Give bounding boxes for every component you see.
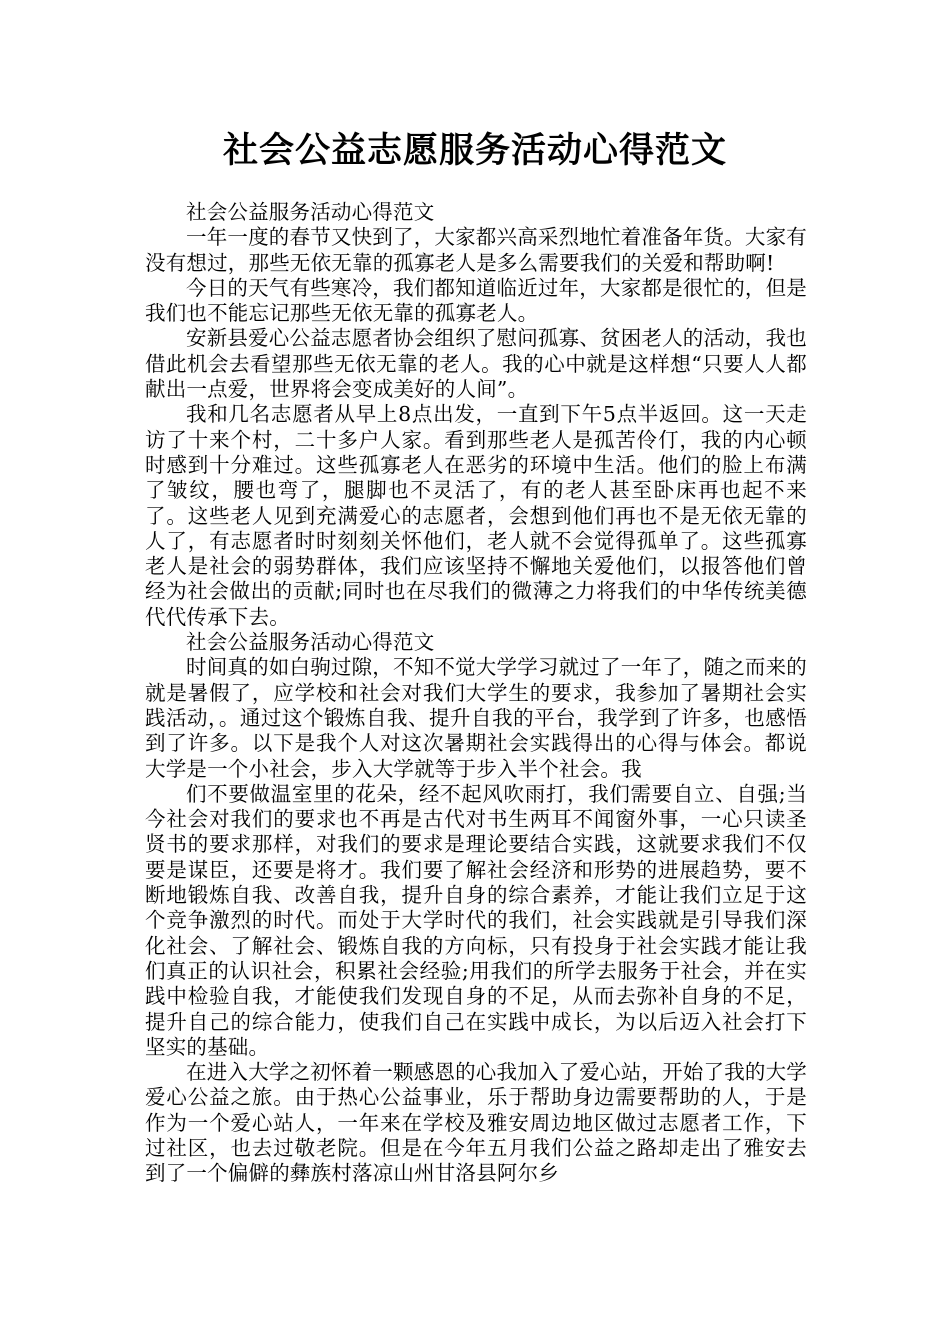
paragraph: 安新县爱心公益志愿者协会组织了慰问孤寡、贫困老人的活动，我也借此机会去看望那些无依无靠的老人。我的心中就是这样想“只要人人都献出一点爱，世界将会变成美好的人间”。 xyxy=(145,326,807,402)
paragraph: 们不要做温室里的花朵，经不起风吹雨打，我们需要自立、自强;当今社会对我们的要求也不再是古代对书生两耳不闻窗外事，一心只读圣贤书的要求那样，对我们的要求是理论要结合实践，这就要求我们不仅要是谋臣，还要是将才。我们要了解社会经济和形势的进展趋势，要不断地锻炼自我、改善自我，提升自身的综合素养，才能让我们立足于这个竞争激烈的时代。而处于大学时代的我们，社会实践就是引导我们深化社会、了解社会、锻炼自我的方向标，只有投身于社会实践才能让我们真正的认识社会，积累社会经验;用我们的所学去服务于社会，并在实践中检验自我，才能使我们发现自身的不足，从而去弥补自身的不足，提升自己的综合能力，使我们自己在实践中成长，为以后迈入社会打下坚实的基础。 xyxy=(145,781,807,1059)
paragraph: 在进入大学之初怀着一颗感恩的心我加入了爱心站，开始了我的大学爱心公益之旅。由于热心公益事业，乐于帮助身边需要帮助的人，于是作为一个爱心站人，一年来在学校及雅安周边地区做过志愿者工作，下过社区，也去过敬老院。但是在今年五月我们公益之路却走出了雅安去到了一个偏僻的彝族村落凉山州甘洛县阿尔乡 xyxy=(145,1060,807,1186)
paragraph: 今日的天气有些寒冷，我们都知道临近过年，大家都是很忙的，但是我们也不能忘记那些无依无靠的孤寡老人。 xyxy=(145,275,807,326)
paragraph: 一年一度的春节又快到了，大家都兴高采烈地忙着准备年货。大家有没有想过，那些无依无靠的孤寡老人是多么需要我们的关爱和帮助啊! xyxy=(145,225,807,275)
paragraph: 时间真的如白驹过隙，不知不觉大学学习就过了一年了，随之而来的就是暑假了，应学校和社会对我们大学生的要求，我参加了暑期社会实践活动，。通过这个锻炼自我、提升自我的平台，我学到了许多，也感悟到了许多。以下是我个人对这次暑期社会实践得出的心得与体会。都说大学是一个小社会，步入大学就等于步入半个社会。我 xyxy=(145,655,807,781)
document-title: 社会公益志愿服务活动心得范文 xyxy=(222,131,727,171)
section-heading: 社会公益服务活动心得范文 xyxy=(186,630,435,655)
document-body xyxy=(145,200,807,1187)
section-heading: 社会公益服务活动心得范文 xyxy=(186,200,435,224)
paragraph: 我和几名志愿者从早上8点出发，一直到下午5点半返回。这一天走访了十来个村，二十多户人家。看到那些老人是孤苦伶仃，我的内心顿时感到十分难过。这些孤寡老人在恶劣的环境中生活。他们的脸上布满了皱纹，腰也弯了，腿脚也不灵活了，有的老人甚至卧床再也起不来了。这些老人见到充满爱心的志愿者，会想到他们再也不是无依无靠的人了，有志愿者时时刻刻关怀他们，老人就不会觉得孤单了。这些孤寡老人是社会的弱势群体，我们应该坚持不懈地关爱他们，以报答他们曾经为社会做出的贡献;同时也在尽我们的微薄之力将我们的中华传统美德代代传承下去。 xyxy=(145,402,807,629)
